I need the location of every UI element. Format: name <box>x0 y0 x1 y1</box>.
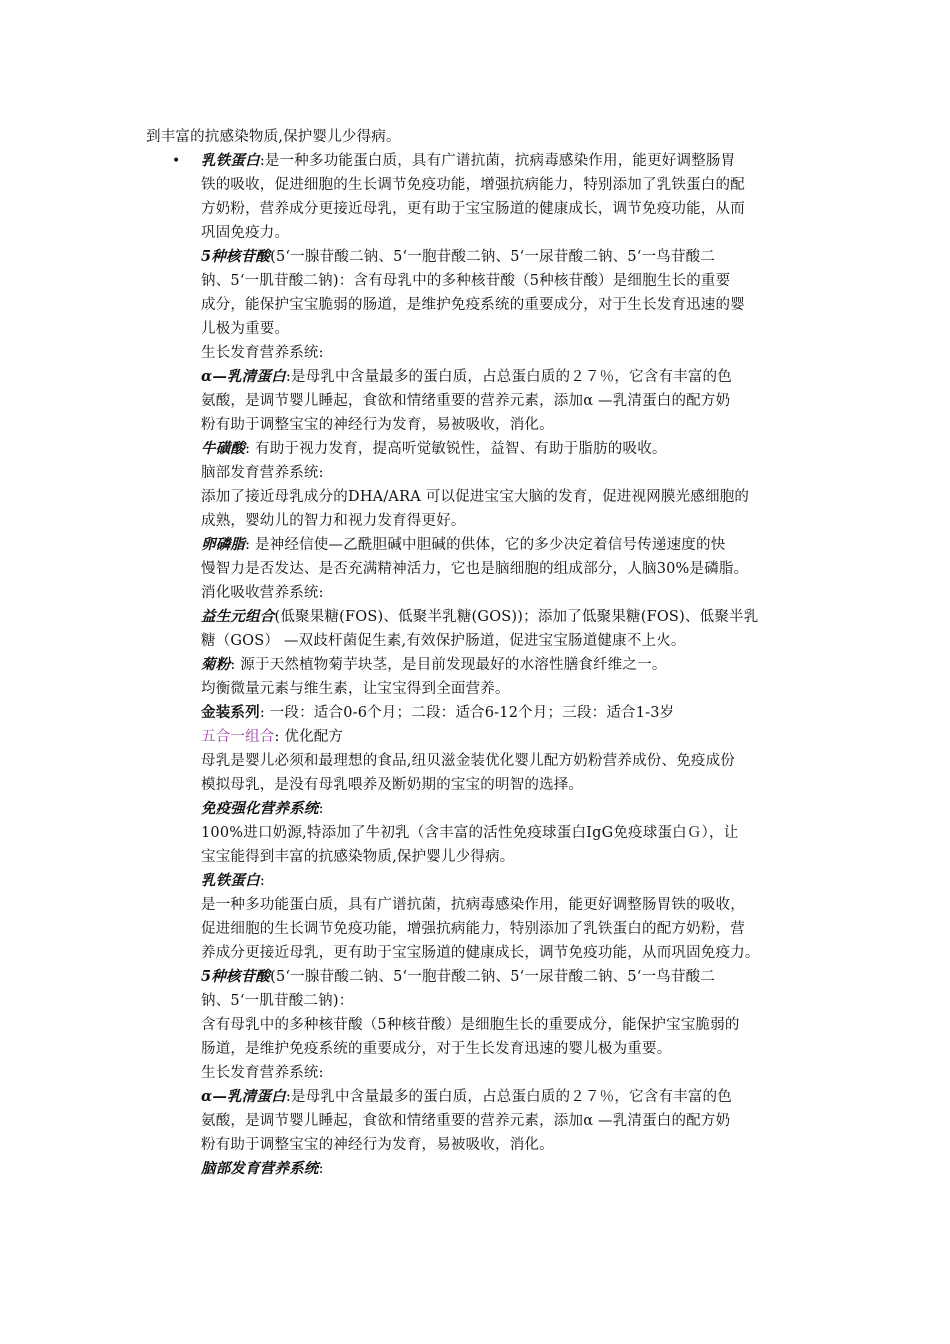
text-line <box>201 799 324 819</box>
text-run: 钠、5‘一肌苷酸二钠)： <box>201 993 354 1009</box>
text-run: 添加了接近母乳成分的DHA/ARA 可以促进宝宝大脑的发育，促进视网膜光感细胞的 <box>201 489 750 505</box>
text-run: :是母乳中含量最多的蛋白质，占总蛋白质的２７％，它含有丰富的色 <box>285 1089 732 1105</box>
text-run: 生长发育营养系统: <box>201 345 324 361</box>
text-line <box>201 823 738 843</box>
text-run: : 是神经信使—乙酰胆碱中胆碱的供体，它的多少决定着信号传递速度的快 <box>245 537 726 553</box>
text-line <box>201 175 745 195</box>
text-line <box>201 151 735 171</box>
text-line <box>201 751 735 771</box>
text-run: 含有母乳中的多种核苷酸（5种核苷酸）是细胞生长的重要成分，能保护宝宝脆弱的 <box>201 1017 740 1033</box>
text-line <box>201 487 749 507</box>
text-line <box>201 367 732 387</box>
text-run: 慢智力是否发达、是否充满精神活力，它也是脑细胞的组成部分，人脑30%是磷脂。 <box>201 561 749 577</box>
emphasized-term: 乳铁蛋白 <box>201 872 260 889</box>
text-line <box>201 1111 730 1131</box>
text-run: (5‘一腺苷酸二钠、5‘一胞苷酸二钠、5‘一尿苷酸二钠、5‘一鸟苷酸二 <box>270 969 716 985</box>
emphasized-term: 五合一组合 <box>201 729 275 745</box>
text-line <box>201 895 745 915</box>
text-run: : 一段：适合0-6个月；二段：适合6-12个月；三段：适合1-3岁 <box>259 705 675 721</box>
text-line <box>201 1015 740 1035</box>
text-line <box>201 1159 324 1179</box>
text-line <box>201 1063 324 1083</box>
text-run: :是母乳中含量最多的蛋白质，占总蛋白质的２７％，它含有丰富的色 <box>285 369 732 385</box>
text-line <box>201 247 715 267</box>
text-line <box>201 295 745 315</box>
text-line <box>201 943 760 963</box>
text-line <box>201 559 748 579</box>
text-run: 到丰富的抗感染物质,保护婴儿少得病。 <box>146 129 401 145</box>
text-run: 方奶粉，营养成分更接近母乳，更有助于宝宝肠道的健康成长，调节免疫功能，从而 <box>201 201 745 217</box>
emphasized-term: 牛磺酸 <box>201 440 246 457</box>
text-run: : 有助于视力发育，提高听觉敏锐性，益智、有助于脂肪的吸收。 <box>245 441 667 457</box>
text-run: 模拟母乳，是没有母乳喂养及断奶期的宝宝的明智的选择。 <box>201 777 584 793</box>
emphasized-term: 乳铁蛋白 <box>201 152 260 169</box>
text-run: : <box>318 1161 324 1177</box>
emphasized-term: α—乳清蛋白 <box>201 1088 286 1105</box>
text-line <box>201 727 343 747</box>
text-line <box>201 631 686 651</box>
text-line <box>201 607 758 627</box>
text-line <box>201 511 466 531</box>
emphasized-term: 益生元组合 <box>201 608 275 625</box>
text-run: 糖（GOS） —双歧杆菌促生素,有效保护肠道，促进宝宝肠道健康不上火。 <box>201 633 686 649</box>
text-run: 宝宝能得到丰富的抗感染物质,保护婴儿少得病。 <box>201 849 515 865</box>
bullet-point: • <box>172 153 181 169</box>
text-run: 氨酸，是调节婴儿睡起，食欲和情绪重要的营养元素，添加α —乳清蛋白的配方奶 <box>201 393 731 409</box>
text-run: 100%进口奶源,特添加了牛初乳（含丰富的活性免疫球蛋白IgG免疫球蛋白Ｇ），让 <box>201 825 739 841</box>
emphasized-term: 金装系列 <box>201 704 260 721</box>
text-run: 成分，能保护宝宝脆弱的肠道，是维护免疫系统的重要成分，对于生长发育迅速的婴 <box>201 297 745 313</box>
text-run: 成熟，婴幼儿的智力和视力发育得更好。 <box>201 513 466 529</box>
text-run: : <box>318 801 324 817</box>
text-line <box>201 463 324 483</box>
text-run: 促进细胞的生长调节免疫功能，增强抗病能力，特别添加了乳铁蛋白的配方奶粉，营 <box>201 921 745 937</box>
text-line <box>201 919 745 939</box>
text-line <box>201 535 725 555</box>
text-run: 脑部发育营养系统: <box>201 465 324 481</box>
text-run: 消化吸收营养系统: <box>201 585 324 601</box>
text-line <box>201 271 730 291</box>
emphasized-term: 脑部发育营养系统 <box>201 1160 319 1177</box>
text-run: 巩固免疫力。 <box>201 225 290 241</box>
text-line <box>201 775 583 795</box>
text-run: (低聚果糖(FOS)、低聚半乳糖(GOS))；添加了低聚果糖(FOS)、低聚半乳 <box>274 609 759 625</box>
text-line <box>146 127 401 147</box>
text-run: : <box>259 873 265 889</box>
text-run: : 优化配方 <box>274 729 344 745</box>
text-line <box>201 415 554 435</box>
text-run: 粉有助于调整宝宝的神经行为发育，易被吸收，消化。 <box>201 1137 554 1153</box>
text-run: 生长发育营养系统: <box>201 1065 324 1081</box>
text-line <box>201 199 745 219</box>
emphasized-term: 免疫强化营养系统 <box>201 800 319 817</box>
text-run: (5‘一腺苷酸二钠、5‘一胞苷酸二钠、5‘一尿苷酸二钠、5‘一鸟苷酸二 <box>270 249 716 265</box>
text-run: 均衡微量元素与维生素，让宝宝得到全面营养。 <box>201 681 510 697</box>
text-line <box>201 583 324 603</box>
text-line <box>201 1039 671 1059</box>
text-run: 儿极为重要。 <box>201 321 290 337</box>
emphasized-term: α—乳清蛋白 <box>201 368 286 385</box>
text-run: 是一种多功能蛋白质，具有广谱抗菌，抗病毒感染作用，能更好调整肠胃铁的吸收， <box>201 897 745 913</box>
text-run: 肠道，是维护免疫系统的重要成分，对于生长发育迅速的婴儿极为重要。 <box>201 1041 672 1057</box>
text-line <box>201 439 667 459</box>
text-run: 母乳是婴儿必须和最理想的食品,纽贝滋金装优化婴儿配方奶粉营养成份、免疫成份 <box>201 753 736 769</box>
text-run: 铁的吸收，促进细胞的生长调节免疫功能，增强抗病能力，特别添加了乳铁蛋白的配 <box>201 177 745 193</box>
emphasized-term: 5种核苷酸 <box>201 248 271 265</box>
text-line <box>201 391 730 411</box>
emphasized-term: 菊粉 <box>201 656 231 673</box>
emphasized-term: 5种核苷酸 <box>201 968 271 985</box>
text-run: : 源于天然植物菊芋块茎，是目前发现最好的水溶性膳食纤维之一。 <box>230 657 667 673</box>
text-run: 粉有助于调整宝宝的神经行为发育，易被吸收，消化。 <box>201 417 554 433</box>
text-line <box>201 343 324 363</box>
text-run: :是一种多功能蛋白质，具有广谱抗菌，抗病毒感染作用，能更好调整肠胃 <box>259 153 736 169</box>
text-line <box>201 1087 732 1107</box>
text-run: 氨酸，是调节婴儿睡起，食欲和情绪重要的营养元素，添加α —乳清蛋白的配方奶 <box>201 1113 731 1129</box>
text-run: 养成分更接近母乳，更有助于宝宝肠道的健康成长，调节免疫功能，从而巩固免疫力。 <box>201 945 760 961</box>
text-line <box>201 223 289 243</box>
text-line <box>201 967 715 987</box>
text-line <box>201 319 289 339</box>
text-line <box>201 871 265 891</box>
text-line <box>201 1135 554 1155</box>
text-line <box>201 679 510 699</box>
text-line <box>201 703 674 723</box>
text-line <box>201 655 667 675</box>
text-run: 钠、5‘一肌苷酸二钠)：含有母乳中的多种核苷酸（5种核苷酸）是细胞生长的重要 <box>201 273 731 289</box>
emphasized-term: 卵磷脂 <box>201 536 246 553</box>
text-line <box>201 991 353 1011</box>
text-line <box>201 847 515 867</box>
